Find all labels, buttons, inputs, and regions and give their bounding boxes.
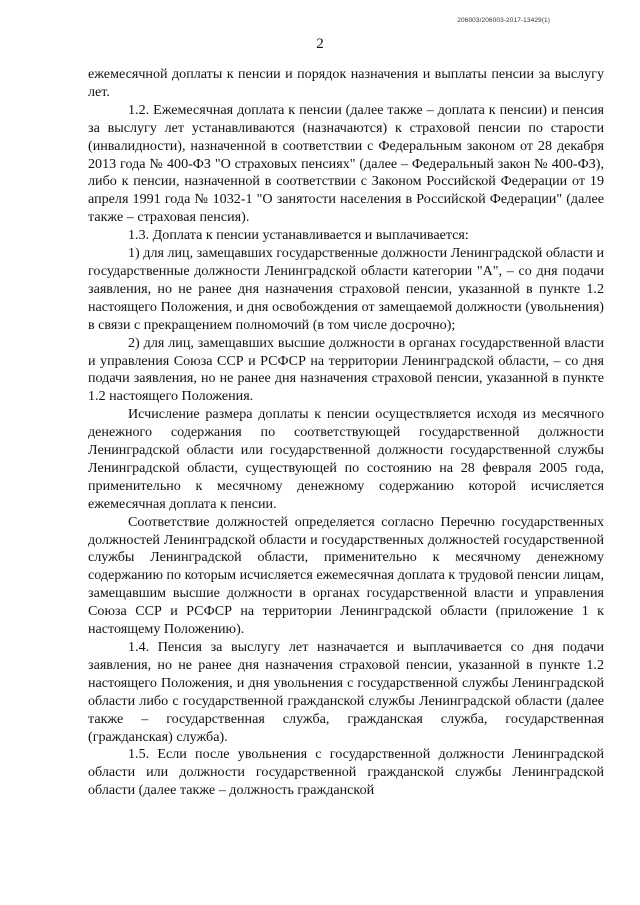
document-body — [88, 66, 604, 800]
paragraph-correspondence: Соответствие должностей определяется согласно Перечню государственных должностей Ленинградской области и государственных должностей государственной службы Ленинградской области, применительно к месячному денежному содержанию по которым исчисляется ежемесячная доплата к трудовой пенсии лицам, замещавшим высшие должности в органах государственной власти и управления Союза ССР и РСФСР на территории Ленинградской области (приложение 1 к настоящему Положению). — [88, 513, 604, 638]
paragraph-1-4: 1.4. Пенсия за выслугу лет назначается и выплачивается со дня подачи заявления, но не ранее дня назначения страховой пенсии, указанной в пункте 1.2 настоящего Положения, и дня увольнения с государственной службы Ленинградской области либо с государственной гражданской службы Ленинградской области (далее также – государственная служба, гражданская служба, государственная (гражданская) служба). — [88, 639, 604, 745]
paragraph-1-3-item-2: 2) для лиц, замещавших высшие должности в органах государственной власти и управления Союза ССР и РСФСР на территории Ленинградской области, – со дня подачи заявления, но не ранее дня назначения страховой пенсии, указанной в пункте 1.2 настоящего Положения. — [88, 334, 604, 405]
paragraph-continuation: ежемесячной доплаты к пенсии и порядок назначения и выплаты пенсии за выслугу лет. — [88, 66, 604, 100]
document-id: 206003/206003-2017-13429(1) — [457, 17, 550, 24]
paragraph-calculation: Исчисление размера доплаты к пенсии осуществляется исходя из месячного денежного содержания по соответствующей государственной должности Ленинградской области или государственной должности государственной службы Ленинградской области, существующей по состоянию на 28 февраля 2005 года, применительно к месячному денежному содержанию которой исчисляется ежемесячная доплата к пенсии. — [88, 406, 604, 512]
paragraph-1-3-item-1: 1) для лиц, замещавших государственные должности Ленинградской области и государственные должности Ленинградской области категории "А", – со дня подачи заявления, но не ранее дня назначения страховой пенсии, указанной в пункте 1.2 настоящего Положения, и дня освобождения от замещаемой должности (увольнения) в связи с прекращением полномочий (в том числе досрочно); — [88, 245, 604, 333]
page-number: 2 — [316, 36, 324, 52]
paragraph-1-5: 1.5. Если после увольнения с государственной должности Ленинградской области или должности государственной гражданской службы Ленинградской области (далее также – должность гражданской — [88, 746, 604, 799]
paragraph-1-3: 1.3. Доплата к пенсии устанавливается и выплачивается: — [128, 227, 469, 244]
paragraph-1-2: 1.2. Ежемесячная доплата к пенсии (далее также – доплата к пенсии) и пенсия за выслугу лет устанавливаются (назначаются) к страховой пенсии по старости (инвалидности), назначенной в соответствии с Федеральным законом от 28 декабря 2013 года № 400-ФЗ "О страховых пенсиях" (далее – Федеральный закон № 400-ФЗ), либо к пенсии, назначенной в соответствии с Законом Российской Федерации от 19 апреля 1991 года № 1032-1 "О занятости населения в Российской Федерации" (далее также – страховая пенсия). — [88, 101, 604, 226]
